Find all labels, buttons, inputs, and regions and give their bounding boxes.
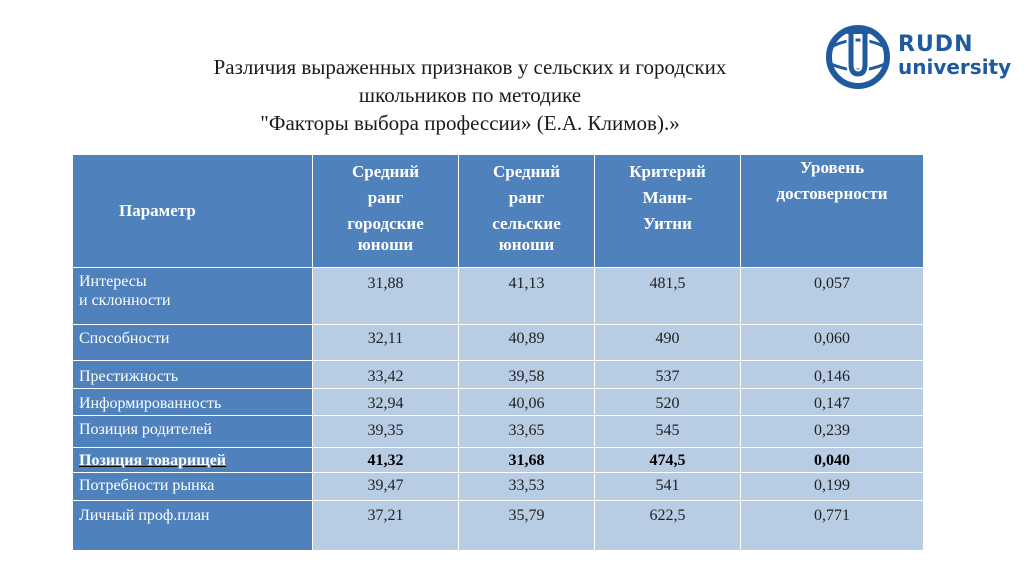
- table-row-highlighted: [73, 448, 924, 473]
- row-label: Потребности рынка: [73, 473, 313, 501]
- cell-rural: 31,68: [459, 448, 595, 473]
- cell-urban: 41,32: [313, 448, 459, 473]
- table-row: [73, 361, 924, 389]
- row-label: Позиция товарищей: [73, 448, 313, 473]
- table-header-row: [73, 155, 924, 268]
- cell-significance: 0,771: [741, 501, 924, 551]
- cell-urban: 39,47: [313, 473, 459, 501]
- cell-mann-whitney: 474,5: [595, 448, 741, 473]
- cell-mann-whitney: 545: [595, 416, 741, 448]
- header-mann-whitney: Критерий Манн- Уитни: [595, 155, 741, 268]
- cell-significance: 0,057: [741, 268, 924, 325]
- header-rural-rank: Средний ранг сельские юноши: [459, 155, 595, 268]
- cell-urban: 37,21: [313, 501, 459, 551]
- cell-mann-whitney: 622,5: [595, 501, 741, 551]
- cell-significance: 0,146: [741, 361, 924, 389]
- cell-urban: 33,42: [313, 361, 459, 389]
- cell-rural: 33,65: [459, 416, 595, 448]
- row-label: Информированность: [73, 389, 313, 416]
- header-significance: Уровень достоверности: [741, 155, 924, 268]
- cell-significance: 0,239: [741, 416, 924, 448]
- cell-significance: 0,147: [741, 389, 924, 416]
- cell-significance: 0,199: [741, 473, 924, 501]
- slide-title: [150, 53, 790, 137]
- rudn-logo: [825, 24, 1024, 90]
- row-label: Позиция родителей: [73, 416, 313, 448]
- cell-rural: 39,58: [459, 361, 595, 389]
- cell-urban: 32,11: [313, 325, 459, 361]
- row-label: Интересы и склонности: [73, 268, 313, 325]
- table-row: [73, 473, 924, 501]
- globe-emblem-icon: [825, 24, 891, 90]
- cell-mann-whitney: 541: [595, 473, 741, 501]
- cell-urban: 32,94: [313, 389, 459, 416]
- logo-sub: university: [898, 55, 1012, 79]
- cell-urban: 31,88: [313, 268, 459, 325]
- cell-rural: 41,13: [459, 268, 595, 325]
- cell-mann-whitney: 490: [595, 325, 741, 361]
- title-line: школьников по методике: [358, 83, 582, 107]
- logo-brand: RUDN: [898, 32, 974, 57]
- cell-rural: 40,89: [459, 325, 595, 361]
- cell-mann-whitney: 520: [595, 389, 741, 416]
- row-label: Престижность: [73, 361, 313, 389]
- cell-rural: 33,53: [459, 473, 595, 501]
- table-row: [73, 389, 924, 416]
- cell-rural: 40,06: [459, 389, 595, 416]
- cell-rural: 35,79: [459, 501, 595, 551]
- table-row: [73, 501, 924, 551]
- title-line: Различия выраженных признаков у сельских и городских: [213, 55, 727, 79]
- header-urban-rank: Средний ранг городские юноши: [313, 155, 459, 268]
- row-label: Способности: [73, 325, 313, 361]
- table-row: [73, 268, 924, 325]
- table-row: [73, 325, 924, 361]
- row-label: Личный проф.план: [73, 501, 313, 551]
- title-line: "Факторы выбора профессии» (Е.А. Климов).»: [260, 111, 680, 135]
- cell-mann-whitney: 481,5: [595, 268, 741, 325]
- header-parameter: Параметр: [73, 155, 313, 268]
- cell-urban: 39,35: [313, 416, 459, 448]
- table-row: [73, 416, 924, 448]
- results-table: [72, 154, 924, 551]
- cell-significance: 0,040: [741, 448, 924, 473]
- cell-significance: 0,060: [741, 325, 924, 361]
- cell-mann-whitney: 537: [595, 361, 741, 389]
